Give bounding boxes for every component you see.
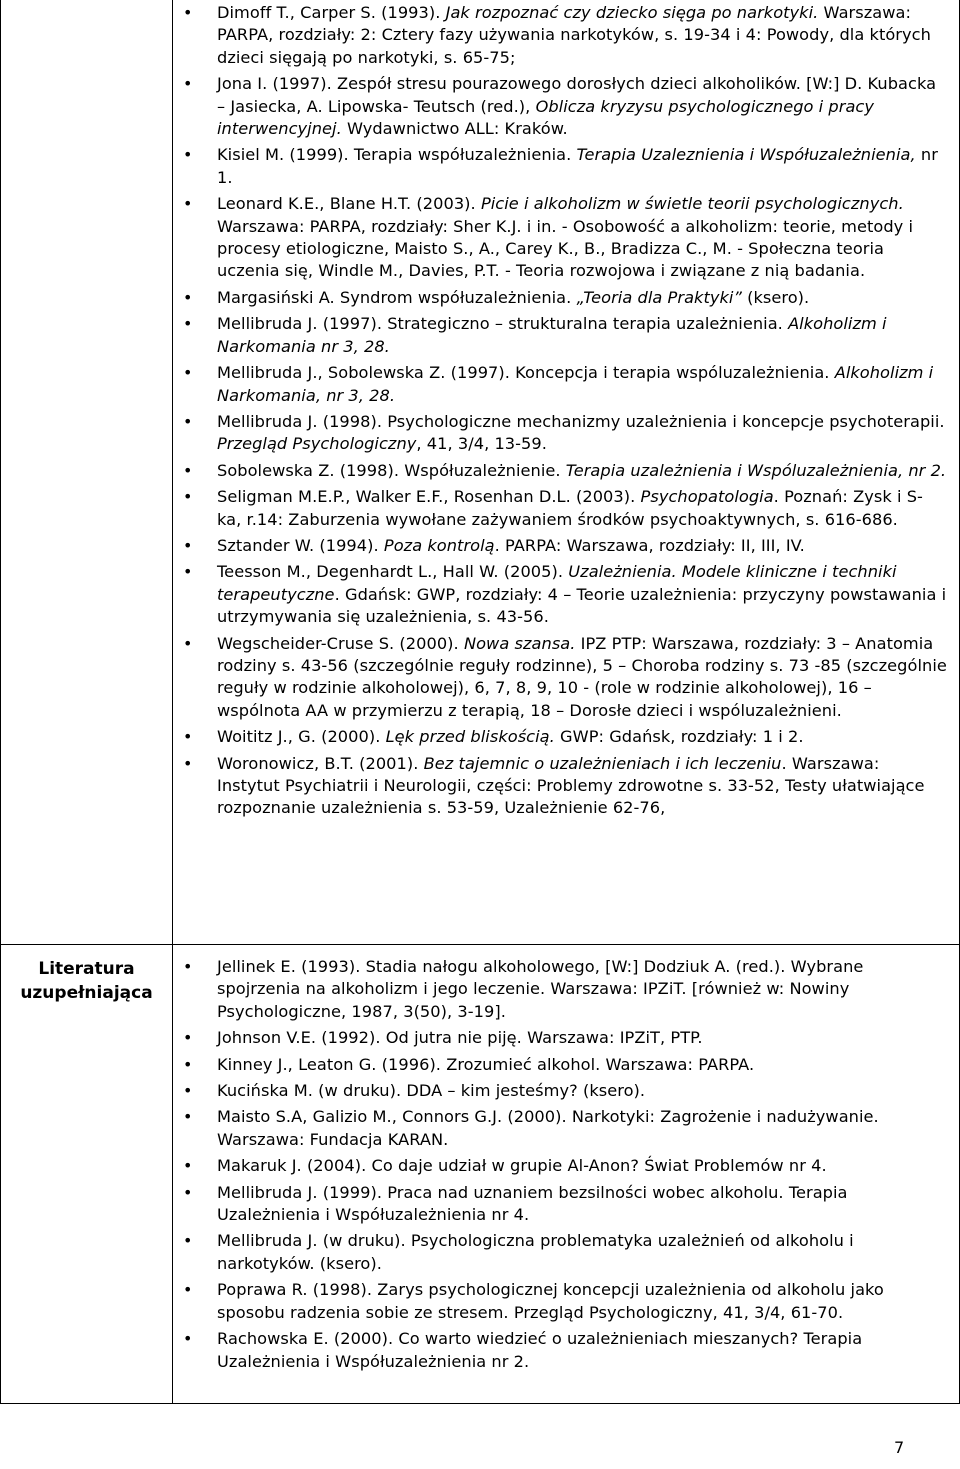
reference-text: Mellibruda J., Sobolewska Z. (1997). Koncepcja i terapia wspóluzależnienia.	[217, 363, 835, 383]
reference-item	[217, 144, 947, 189]
reference-text: nr 1.	[217, 145, 938, 187]
reference-text: Dimoff T., Carper S. (1993).	[217, 3, 446, 22]
reference-item	[217, 561, 947, 628]
main-literature-cell	[173, 0, 959, 944]
reference-item	[217, 633, 947, 723]
reference-item	[217, 193, 947, 283]
reference-item	[217, 313, 947, 358]
supplementary-reference-item: • Maisto S.A, Galizio M., Connors G.J. (2000). Narkotyki: Zagrożenie i nadużywanie. Warszawa: Fundacja KARAN.	[217, 1106, 947, 1151]
reference-text: Margasiński A. Syndrom współuzależnienia.	[217, 287, 577, 307]
supplementary-reference-item: • Makaruk J. (2004). Co daje udział w grupie Al-Anon? Świat Problemów nr 4.	[217, 1155, 947, 1177]
reference-item	[217, 726, 947, 748]
reference-text: Teesson M., Degenhardt L., Hall W. (2005).	[217, 562, 569, 582]
reference-item	[217, 362, 947, 407]
supplementary-reference-item: • Kucińska M. (w druku). DDA – kim jesteśmy? (ksero).	[217, 1080, 947, 1102]
reference-text: Wegscheider-Cruse S. (2000).	[217, 633, 464, 653]
supplementary-reference-item: • Jellinek E. (1993). Stadia nałogu alkoholowego, [W:] Dodziuk A. (red.). Wybrane spojrzenia na alkoholizm i jego leczenie. Warszawa: IPZiT. [również w: Nowiny Psychologiczne, 1987, 3(50), 3-19].	[217, 956, 947, 1023]
main-literature-row	[1, 0, 959, 945]
reference-text: Mellibruda J. (1997). Strategiczno – strukturalna terapia uzależnienia.	[217, 314, 789, 334]
supplementary-reference-item: • Poprawa R. (1998). Zarys psychologicznej koncepcji uzależnienia od alkoholu jako sposobu radzenia sobie ze stresem. Przegląd Psychologiczny, 41, 3/4, 61-70.	[217, 1279, 947, 1324]
main-literature-label-cell	[1, 0, 173, 944]
reference-title: Nowa szansa.	[463, 633, 576, 653]
section-label	[1, 945, 173, 1403]
reference-text: Sztander W. (1994).	[217, 535, 384, 555]
page-number: 7	[894, 1438, 905, 1457]
reference-text: Leonard K.E., Blane H.T. (2003).	[217, 194, 481, 214]
reference-title: Uzależnienia. Modele kliniczne i techniki terapeutyczne	[217, 562, 897, 604]
reference-item	[217, 2, 947, 69]
reference-text: . PARPA: Warszawa, rozdziały: II, III, IV.	[494, 535, 805, 555]
reference-title: Terapia uzależnienia i Wspóluzależnienia, nr 2.	[565, 460, 947, 480]
reference-title: Alkoholizm i Narkomania, nr 3, 28.	[217, 363, 934, 405]
section-label-line-2: uzupełniająca	[20, 983, 153, 1003]
supplementary-reference-item: • Kinney J., Leaton G. (1996). Zrozumieć alkohol. Warszawa: PARPA.	[217, 1054, 947, 1076]
supplementary-literature-cell	[173, 945, 959, 1403]
supplementary-reference-item: • Rachowska E. (2000). Co warto wiedzieć o uzależnieniach mieszanych? Terapia Uzależnienia i Współuzależnienia nr 2.	[217, 1328, 947, 1373]
reference-item	[217, 73, 947, 140]
reference-title: Lęk przed bliskością.	[385, 727, 555, 747]
reference-text: Woititz J., G. (2000).	[217, 727, 386, 747]
reference-text: Seligman M.E.P., Walker E.F., Rosenhan D.L. (2003).	[217, 487, 641, 507]
reference-item	[217, 460, 947, 482]
reference-item	[217, 753, 947, 820]
reference-text: Woronowicz, B.T. (2001).	[217, 753, 424, 773]
reference-title: Oblicza kryzysu psychologicznego i pracy interwencyjnej.	[217, 96, 874, 139]
reference-title: Poza kontrolą	[383, 535, 495, 555]
main-reference-list	[217, 2, 947, 820]
reference-title: Przegląd Psychologiczny	[217, 434, 417, 454]
reference-text: . Warszawa: Instytut Psychiatrii i Neurologii, części: Problemy zdrowotne s. 33-52, Testy ułatwiające rozpoznanie uzależnienia s. 53-59, Uzależnienie 62-76,	[217, 753, 925, 818]
reference-title: Terapia Uzaleznienia i Współuzależnienia,	[576, 145, 916, 165]
reference-text: GWP: Gdańsk, rozdziały: 1 i 2.	[554, 727, 804, 747]
reference-text: Warszawa: PARPA, rozdziały: Sher K.J. i in. - Osobowość a alkoholizm: teorie, metody i procesy etiologiczne, Maisto S., A., Carey K., B., Bradizza C., M. - Społeczna teoria uczenia się, Windle M., Davies, P.T. - Teoria rozwojowa i związane z nią badania.	[217, 216, 914, 281]
reference-title: Alkoholizm i Narkomania nr 3, 28.	[217, 314, 887, 356]
reference-text: Sobolewska Z. (1998). Współuzależnienie.	[217, 460, 566, 480]
supplementary-literature-row	[1, 945, 959, 1404]
reference-text: Kisiel M. (1999). Terapia współuzależnienia.	[217, 145, 577, 165]
supplementary-reference-item: • Mellibruda J. (w druku). Psychologiczna problematyka uzależnień od alkoholu i narkotyków. (ksero).	[217, 1230, 947, 1275]
reference-text: Mellibruda J. (1998). Psychologiczne mechanizmy uzależnienia i koncepcje psychoterapii.	[217, 411, 945, 431]
supplementary-reference-list	[217, 956, 947, 1373]
reference-text: Warszawa: PARPA, rozdziały: 2: Cztery fazy używania narkotyków, s. 19-34 i 4: Powody, dla których dzieci sięgają po narkotyki, s. 65-75;	[217, 3, 931, 67]
reference-title: Bez tajemnic o uzależnieniach i ich leczeniu	[423, 753, 782, 773]
reference-item	[217, 411, 947, 456]
reference-text: . Gdańsk: GWP, rozdziały: 4 – Teorie uzależnienia: przyczyny powstawania i utrzymywania się uzależnienia, s. 43-56.	[217, 584, 947, 627]
reference-text: (ksero).	[741, 287, 810, 307]
reference-text: , 41, 3/4, 13-59.	[416, 434, 547, 454]
supplementary-reference-item: • Mellibruda J. (1999). Praca nad uznaniem bezsilności wobec alkoholu. Terapia Uzależnienia i Współuzależnienia nr 4.	[217, 1182, 947, 1227]
reference-title: Picie i alkoholizm w świetle teorii psychologicznych.	[480, 194, 904, 214]
reference-title: Jak rozpoznać czy dziecko sięga po narkotyki.	[445, 3, 819, 22]
reference-title: „Teoria dla Praktyki”	[576, 287, 742, 307]
reference-text: IPZ PTP: Warszawa, rozdziały: 3 – Anatomia rodziny s. 43-56 (szczególnie reguły rodzinne), 5 – Choroba rodziny s. 73 -85 (szczególnie reguły w rodzinie alkoholowej), 6, 7, 8, 9, 10 - (role w rodzinie alkoholowej), 16 – wspólnota AA w przymierzu z terapią, 18 – Dorosłe dzieci i wspóluzależnieni.	[217, 633, 947, 720]
reference-text: Jona I. (1997). Zespół stresu pourazowego dorosłych dzieci alkoholików. [W:] D. Kubacka – Jasiecka, A. Lipowska- Teutsch (red.),	[217, 74, 937, 116]
reference-item	[217, 287, 947, 309]
reference-text: Wydawnictwo ALL: Kraków.	[341, 119, 568, 139]
reference-item	[217, 535, 947, 557]
reference-title: Psychopatologia	[640, 487, 774, 507]
section-label-line-1: Literatura	[38, 959, 135, 979]
reference-text: . Poznań: Zysk i S-ka, r.14: Zaburzenia wywołane zażywaniem środków psychoaktywnych, s. 616-686.	[217, 487, 923, 529]
reference-item	[217, 486, 947, 531]
supplementary-reference-item: • Johnson V.E. (1992). Od jutra nie piję. Warszawa: IPZiT, PTP.	[217, 1027, 947, 1049]
